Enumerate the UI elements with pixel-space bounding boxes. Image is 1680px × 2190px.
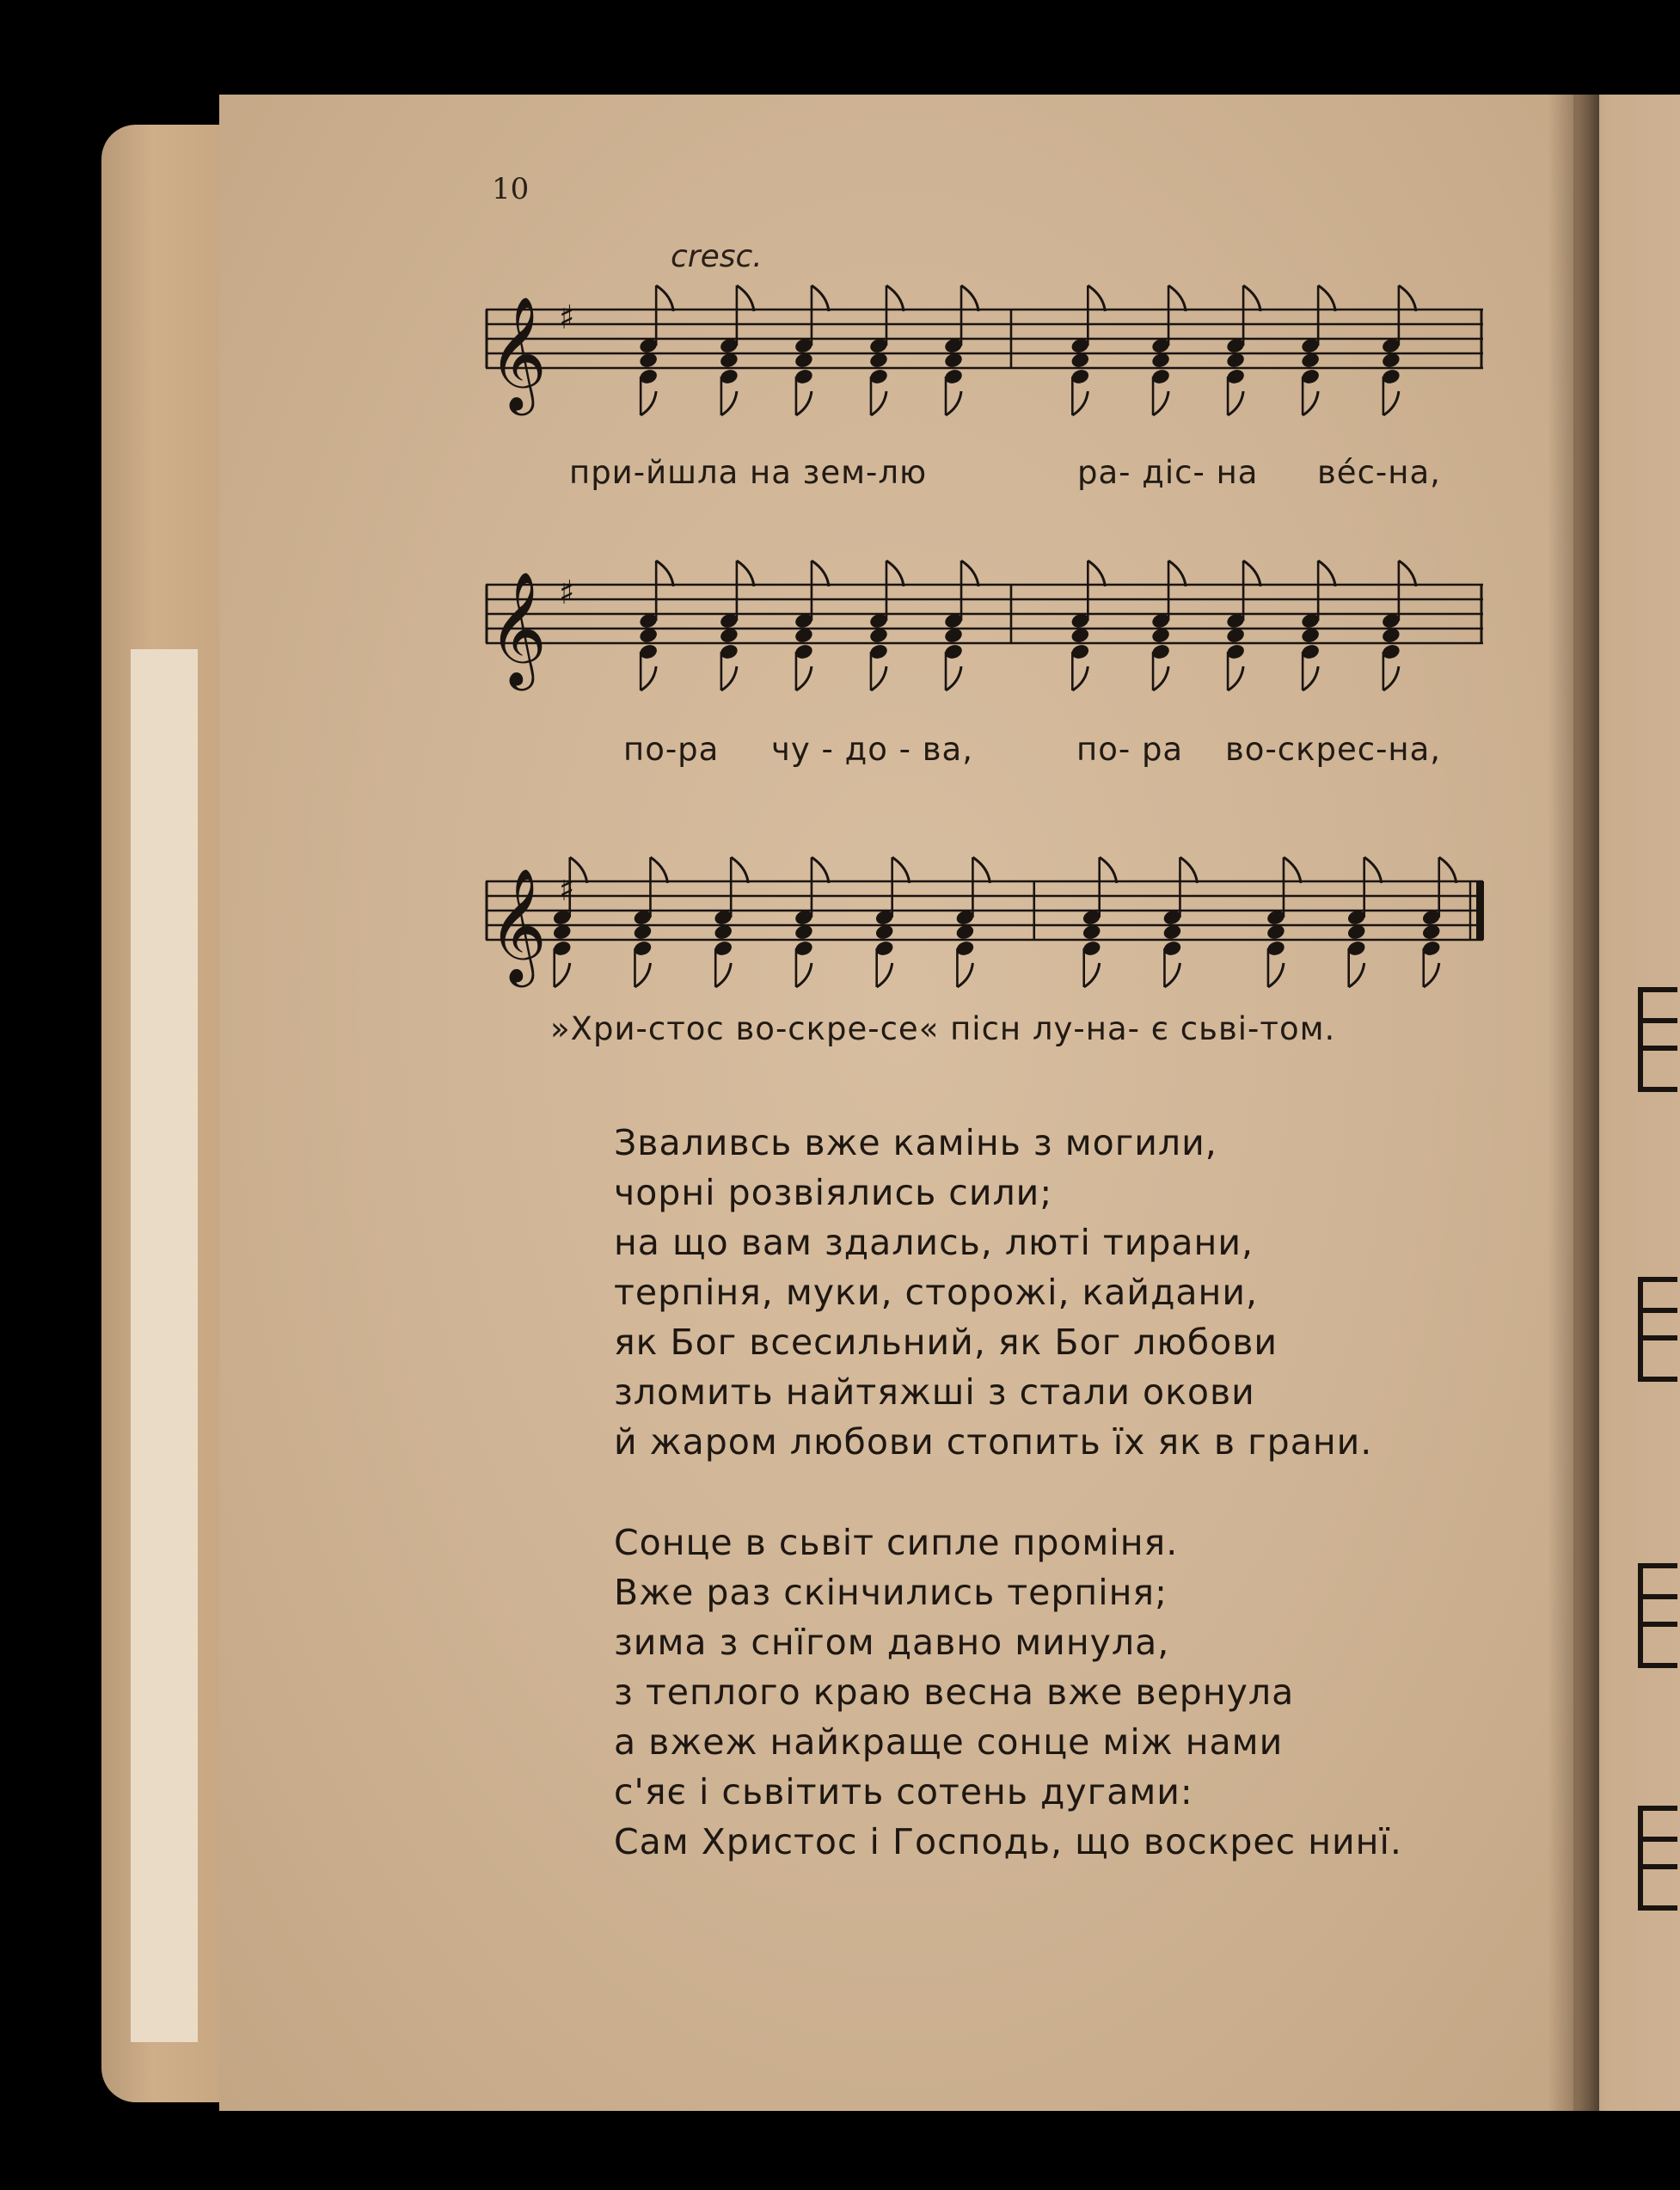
sharp-icon: ♯ [559,298,575,336]
note-flag [1072,391,1088,415]
verse-line: терпіня, муки, сторожі, кайдани, [614,1272,1259,1313]
note-flag [641,391,656,415]
note-flag [737,285,754,311]
note-flag [650,857,667,883]
note-flag [1072,666,1088,690]
note-flag [635,963,650,987]
verse-line: зима з снїгом давно минула, [614,1622,1170,1663]
lyric-syllables: при-йшла на зем-лю [569,454,928,491]
book-gutter [1548,95,1599,2111]
lyric-syllables: »Хри-стос во-скре-се« пісн лу-на- є сьві-том. [550,1010,1336,1047]
note-flag [656,561,673,586]
note-flag [1303,666,1318,690]
note-flag [1084,963,1100,987]
bookmark-strip [131,649,198,2042]
treble-clef-icon: 𝄞 [488,868,547,983]
note-flag [1303,391,1318,415]
note-flag [946,391,961,415]
note-flag [555,963,570,987]
note-flag [1383,391,1399,415]
note-flag [961,561,978,586]
note-flag [961,285,978,311]
verse-line: як Бог всесильний, як Бог любови [614,1322,1278,1363]
lyric-syllables: чу - до - ва, [771,731,973,768]
note-flag [1439,857,1456,883]
note-flag [1399,561,1416,586]
verse-2 [614,1118,1372,1467]
lyric-syllables: ве́с-на, [1317,454,1441,491]
note-flag [1153,666,1168,690]
note-flag [731,857,748,883]
note-flag [1318,285,1335,311]
lyric-syllables: во-скрес-на, [1225,731,1442,768]
note-flag [1383,666,1399,690]
verse-3 [614,1518,1402,1867]
note-flag [812,857,829,883]
note-flag [877,963,892,987]
note-flag [1088,285,1105,311]
treble-clef-icon: 𝄞 [488,571,547,686]
note-flag [715,963,731,987]
note-flag [871,391,886,415]
note-flag [641,666,656,690]
note-flag [721,666,737,690]
music-staff-3 [481,843,1492,1023]
note-flag [1164,963,1180,987]
lyric-syllables: ра- діс- на [1077,454,1259,491]
note-flag [886,285,904,311]
note-flag [737,561,754,586]
note-flag [1399,285,1416,311]
note-flag [1168,561,1186,586]
verse-line: чорні розвіялись сили; [614,1172,1053,1213]
note-flag [892,857,910,883]
verse-line: Сам Христос і Господь, що воскрес нинї. [614,1821,1402,1862]
note-flag [1284,857,1301,883]
verse-line: з теплого краю весна вже вернула [614,1672,1295,1713]
lyric-syllables: по- ра [1076,731,1184,768]
note-flag [1364,857,1382,883]
facing-page-staff-fragment [1638,1563,1677,1668]
verse-line: а вжеж найкраще сонце між нами [614,1721,1284,1763]
verse-line: Зваливсь вже камінь з могили, [614,1122,1217,1163]
note-flag [1228,666,1243,690]
verse-line: с'яє і сьвітить сотень дугами: [614,1771,1193,1813]
facing-page-staff-fragment [1638,987,1677,1092]
sharp-icon: ♯ [559,574,575,611]
note-flag [796,391,812,415]
verse-line: Вже раз скінчились терпіня; [614,1572,1168,1613]
verse-line: на що вам здались, люті тирани, [614,1222,1254,1263]
music-staff-1 [481,271,1492,451]
note-flag [1153,391,1168,415]
note-flag [1228,391,1243,415]
note-flag [1349,963,1364,987]
verse-line: зломить найтяжші з стали окови [614,1371,1255,1413]
verse-line: й жаром любови стопить їх як в грани. [614,1421,1373,1463]
note-flag [946,666,961,690]
note-flag [886,561,904,586]
note-flag [957,963,972,987]
treble-clef-icon: 𝄞 [488,296,547,411]
note-flag [1243,285,1260,311]
music-staff-2 [481,546,1492,727]
page-number: 10 [492,172,530,206]
dynamic-marking: cresc. [671,239,763,274]
note-flag [1243,561,1260,586]
note-flag [796,666,812,690]
note-flag [721,391,737,415]
note-flag [812,285,829,311]
staff-3-notation [481,843,1492,1023]
note-flag [871,666,886,690]
note-flag [656,285,673,311]
staff-1-notation [481,271,1492,451]
verse-line: Сонце в сьвіт сипле проміня. [614,1522,1179,1563]
staff-2-notation [481,546,1492,727]
note-flag [1088,561,1105,586]
note-flag [1318,561,1335,586]
lyric-syllables: по-ра [623,731,720,768]
sharp-icon: ♯ [559,870,575,908]
note-flag [972,857,990,883]
note-flag [796,963,812,987]
note-flag [812,561,829,586]
note-flag [1168,285,1186,311]
note-flag [1180,857,1197,883]
note-flag [1100,857,1117,883]
note-flag [1268,963,1284,987]
final-barline [1476,881,1484,940]
facing-page-staff-fragment [1638,1806,1677,1911]
facing-page-staff-fragment [1638,1277,1677,1382]
note-flag [1424,963,1439,987]
